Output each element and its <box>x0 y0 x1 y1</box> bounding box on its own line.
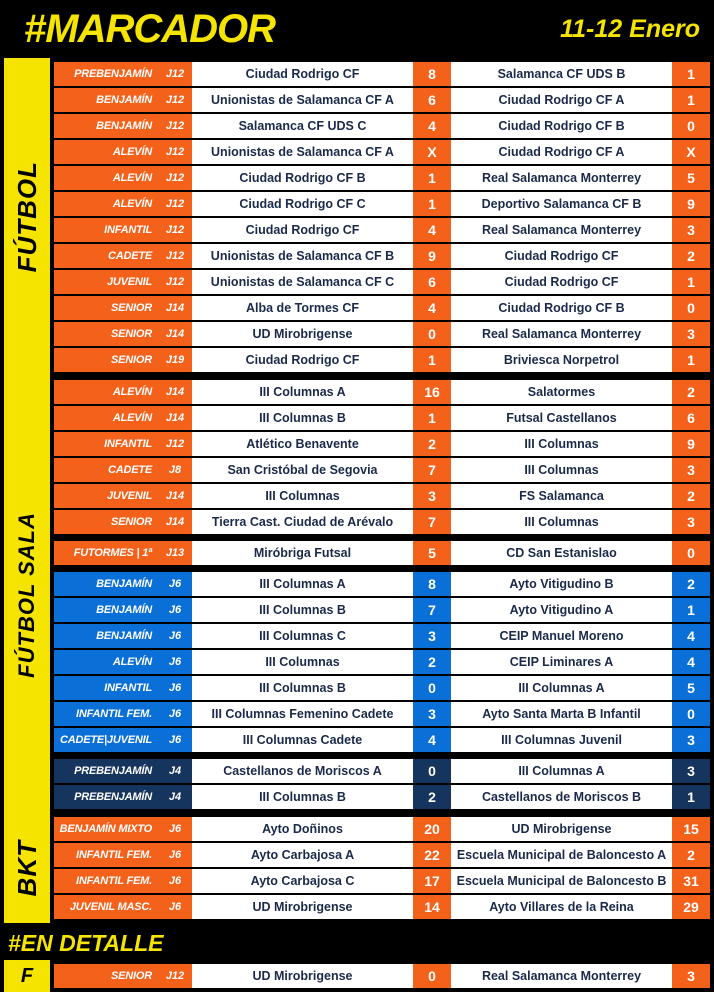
away-score: 31 <box>672 869 710 893</box>
match-round: J6 <box>158 843 192 867</box>
match-category: ALEVÍN <box>54 166 158 190</box>
home-team: III Columnas <box>192 484 413 508</box>
away-team: CD San Estanislao <box>451 541 672 565</box>
sport-label <box>4 813 50 923</box>
home-team: III Columnas B <box>192 785 413 809</box>
sport-label-text: FÚTBOL SALA <box>14 511 39 678</box>
match-round: J14 <box>158 484 192 508</box>
home-score: 0 <box>413 964 451 988</box>
home-team: Ciudad Rodrigo CF <box>192 218 413 242</box>
away-team: FS Salamanca <box>451 484 672 508</box>
match-row <box>54 650 710 674</box>
away-score: 3 <box>672 728 710 752</box>
match-row <box>54 114 710 138</box>
away-team: III Columnas <box>451 458 672 482</box>
match-row <box>54 759 710 783</box>
away-score: 9 <box>672 432 710 456</box>
home-score: 4 <box>413 218 451 242</box>
match-rows <box>50 813 714 923</box>
home-team: UD Mirobrigense <box>192 322 413 346</box>
match-row <box>54 895 710 919</box>
away-team: III Columnas A <box>451 676 672 700</box>
match-group <box>54 817 710 919</box>
match-row <box>54 728 710 752</box>
sport-label-text: BKT <box>11 839 42 897</box>
away-team: Ayto Santa Marta B Infantil <box>451 702 672 726</box>
home-score: 7 <box>413 598 451 622</box>
away-team: CEIP Manuel Moreno <box>451 624 672 648</box>
match-row <box>54 218 710 242</box>
match-row <box>54 380 710 404</box>
match-category: SENIOR <box>54 322 158 346</box>
match-rows <box>50 376 714 813</box>
match-round: J12 <box>158 218 192 242</box>
home-team: Ciudad Rodrigo CF <box>192 348 413 372</box>
away-score: 29 <box>672 895 710 919</box>
match-round: J6 <box>158 702 192 726</box>
match-round: J12 <box>158 140 192 164</box>
away-score: 1 <box>672 88 710 112</box>
home-score: X <box>413 140 451 164</box>
home-score: 14 <box>413 895 451 919</box>
sport-label <box>4 376 50 813</box>
match-group <box>54 759 710 809</box>
match-category: ALEVÍN <box>54 140 158 164</box>
match-category: BENJAMÍN <box>54 572 158 596</box>
home-team: Ciudad Rodrigo CF B <box>192 166 413 190</box>
detail-sport-label: F <box>4 960 50 992</box>
away-score: 5 <box>672 676 710 700</box>
detail-section <box>0 960 714 992</box>
home-score: 17 <box>413 869 451 893</box>
match-category: ALEVÍN <box>54 380 158 404</box>
sport-section <box>0 813 714 923</box>
match-category: FUTORMES | 1ª <box>54 541 158 565</box>
home-team: III Columnas B <box>192 676 413 700</box>
match-category: SENIOR <box>54 296 158 320</box>
away-score: 1 <box>672 598 710 622</box>
match-row <box>54 244 710 268</box>
match-category: ALEVÍN <box>54 192 158 216</box>
detail-rows <box>50 960 714 992</box>
away-score: 0 <box>672 541 710 565</box>
away-team: Futsal Castellanos <box>451 406 672 430</box>
away-score: 0 <box>672 702 710 726</box>
home-score: 6 <box>413 88 451 112</box>
match-group <box>54 572 710 752</box>
home-score: 1 <box>413 166 451 190</box>
match-category: SENIOR <box>54 348 158 372</box>
match-category: BENJAMÍN <box>54 88 158 112</box>
home-score: 2 <box>413 785 451 809</box>
match-category: INFANTIL <box>54 676 158 700</box>
away-team: Castellanos de Moriscos B <box>451 785 672 809</box>
home-team: Atlético Benavente <box>192 432 413 456</box>
home-team: III Columnas C <box>192 624 413 648</box>
match-row <box>54 322 710 346</box>
away-team: Ciudad Rodrigo CF A <box>451 88 672 112</box>
away-score: 5 <box>672 166 710 190</box>
home-team: Salamanca CF UDS C <box>192 114 413 138</box>
home-team: III Columnas B <box>192 598 413 622</box>
match-round: J12 <box>158 192 192 216</box>
match-group <box>54 380 710 534</box>
header-date: 11-12 Enero <box>560 14 700 43</box>
away-score: 1 <box>672 270 710 294</box>
away-team: Ciudad Rodrigo CF <box>451 270 672 294</box>
match-row <box>54 843 710 867</box>
match-row <box>54 270 710 294</box>
match-round: J8 <box>158 458 192 482</box>
away-score: 3 <box>672 964 710 988</box>
home-score: 22 <box>413 843 451 867</box>
match-row <box>54 62 710 86</box>
match-row <box>54 676 710 700</box>
home-score: 4 <box>413 728 451 752</box>
home-score: 7 <box>413 458 451 482</box>
match-group <box>54 62 710 372</box>
home-score: 6 <box>413 270 451 294</box>
home-team: Ciudad Rodrigo CF <box>192 62 413 86</box>
match-round: J12 <box>158 432 192 456</box>
home-score: 0 <box>413 676 451 700</box>
away-score: 3 <box>672 759 710 783</box>
match-round: J12 <box>158 270 192 294</box>
match-category: ALEVÍN <box>54 406 158 430</box>
match-row <box>54 406 710 430</box>
home-score: 3 <box>413 624 451 648</box>
home-team: Unionistas de Salamanca CF C <box>192 270 413 294</box>
match-category: INFANTIL <box>54 432 158 456</box>
home-score: 1 <box>413 406 451 430</box>
match-round: J6 <box>158 598 192 622</box>
match-round: J4 <box>158 785 192 809</box>
match-category: SENIOR <box>54 510 158 534</box>
match-row <box>54 702 710 726</box>
away-team: Ciudad Rodrigo CF A <box>451 140 672 164</box>
match-round: J6 <box>158 895 192 919</box>
home-team: UD Mirobrigense <box>192 895 413 919</box>
home-score: 1 <box>413 348 451 372</box>
away-team: III Columnas A <box>451 759 672 783</box>
home-score: 16 <box>413 380 451 404</box>
away-score: 2 <box>672 244 710 268</box>
home-score: 7 <box>413 510 451 534</box>
match-category: PREBENJAMÍN <box>54 785 158 809</box>
page-title: #MARCADOR <box>24 7 275 51</box>
match-round: J12 <box>158 964 192 988</box>
match-category: INFANTIL FEM. <box>54 869 158 893</box>
home-score: 5 <box>413 541 451 565</box>
match-category: PREBENJAMÍN <box>54 759 158 783</box>
match-category: BENJAMÍN <box>54 114 158 138</box>
match-row <box>54 869 710 893</box>
away-team: Salatormes <box>451 380 672 404</box>
match-round: J12 <box>158 114 192 138</box>
sport-label <box>4 58 50 376</box>
match-category: JUVENIL <box>54 270 158 294</box>
home-team: Ayto Carbajosa A <box>192 843 413 867</box>
away-team: III Columnas Juvenil <box>451 728 672 752</box>
away-team: Ciudad Rodrigo CF <box>451 244 672 268</box>
match-category: JUVENIL <box>54 484 158 508</box>
away-score: 2 <box>672 484 710 508</box>
away-team: CEIP Liminares A <box>451 650 672 674</box>
match-category: CADETE <box>54 244 158 268</box>
away-score: 4 <box>672 650 710 674</box>
match-category: INFANTIL <box>54 218 158 242</box>
away-team: Ayto Villares de la Reina <box>451 895 672 919</box>
away-team: Ciudad Rodrigo CF B <box>451 296 672 320</box>
away-team: III Columnas <box>451 510 672 534</box>
home-team: III Columnas Cadete <box>192 728 413 752</box>
match-row <box>54 964 710 988</box>
sections-container <box>0 58 714 923</box>
away-team: Real Salamanca Monterrey <box>451 218 672 242</box>
away-score: 0 <box>672 114 710 138</box>
match-category: JUVENIL MASC. <box>54 895 158 919</box>
match-round: J14 <box>158 296 192 320</box>
home-score: 3 <box>413 484 451 508</box>
home-team: Miróbriga Futsal <box>192 541 413 565</box>
page-header <box>0 0 714 58</box>
away-score: 6 <box>672 406 710 430</box>
home-score: 0 <box>413 759 451 783</box>
match-round: J19 <box>158 348 192 372</box>
home-team: Ciudad Rodrigo CF C <box>192 192 413 216</box>
away-team: III Columnas <box>451 432 672 456</box>
match-category: SENIOR <box>54 964 158 988</box>
home-score: 9 <box>413 244 451 268</box>
away-score: 3 <box>672 458 710 482</box>
away-score: 1 <box>672 62 710 86</box>
away-score: 15 <box>672 817 710 841</box>
away-score: 1 <box>672 348 710 372</box>
away-team: Real Salamanca Monterrey <box>451 964 672 988</box>
home-team: III Columnas A <box>192 380 413 404</box>
match-round: J14 <box>158 406 192 430</box>
match-category: BENJAMÍN <box>54 598 158 622</box>
away-team: Ciudad Rodrigo CF B <box>451 114 672 138</box>
match-round: J14 <box>158 322 192 346</box>
home-score: 4 <box>413 114 451 138</box>
match-round: J6 <box>158 728 192 752</box>
away-score: X <box>672 140 710 164</box>
away-score: 4 <box>672 624 710 648</box>
home-score: 1 <box>413 192 451 216</box>
match-category: CADETE <box>54 458 158 482</box>
match-row <box>54 140 710 164</box>
match-category: ALEVÍN <box>54 650 158 674</box>
sport-label-text: FÚTBOL <box>11 161 42 273</box>
home-team: III Columnas B <box>192 406 413 430</box>
match-round: J12 <box>158 244 192 268</box>
away-team: Real Salamanca Monterrey <box>451 166 672 190</box>
away-team: Briviesca Norpetrol <box>451 348 672 372</box>
home-score: 4 <box>413 296 451 320</box>
match-row <box>54 166 710 190</box>
away-team: UD Mirobrigense <box>451 817 672 841</box>
home-score: 8 <box>413 572 451 596</box>
home-score: 8 <box>413 62 451 86</box>
match-row <box>54 296 710 320</box>
away-team: Deportivo Salamanca CF B <box>451 192 672 216</box>
home-score: 2 <box>413 432 451 456</box>
away-team: Escuela Municipal de Baloncesto A <box>451 843 672 867</box>
away-score: 2 <box>672 380 710 404</box>
match-round: J14 <box>158 510 192 534</box>
match-round: J12 <box>158 62 192 86</box>
match-round: J6 <box>158 676 192 700</box>
home-score: 3 <box>413 702 451 726</box>
match-group <box>54 541 710 565</box>
match-row <box>54 484 710 508</box>
match-round: J6 <box>158 572 192 596</box>
match-row <box>54 572 710 596</box>
match-round: J12 <box>158 88 192 112</box>
home-team: Unionistas de Salamanca CF A <box>192 140 413 164</box>
match-round: J4 <box>158 759 192 783</box>
match-row <box>54 348 710 372</box>
match-row <box>54 458 710 482</box>
home-team: III Columnas A <box>192 572 413 596</box>
sport-section <box>0 376 714 813</box>
away-score: 1 <box>672 785 710 809</box>
home-team: Tierra Cast. Ciudad de Arévalo <box>192 510 413 534</box>
match-row <box>54 541 710 565</box>
home-team: UD Mirobrigense <box>192 964 413 988</box>
match-category: BENJAMÍN MIXTO <box>54 817 158 841</box>
match-category: CADETE|JUVENIL <box>54 728 158 752</box>
home-score: 20 <box>413 817 451 841</box>
home-team: San Cristóbal de Segovia <box>192 458 413 482</box>
match-round: J6 <box>158 624 192 648</box>
match-round: J13 <box>158 541 192 565</box>
match-category: PREBENJAMÍN <box>54 62 158 86</box>
match-round: J12 <box>158 166 192 190</box>
away-score: 9 <box>672 192 710 216</box>
match-round: J6 <box>158 817 192 841</box>
match-round: J14 <box>158 380 192 404</box>
match-category: INFANTIL FEM. <box>54 702 158 726</box>
detail-title: #EN DETALLE <box>0 927 714 960</box>
home-team: Castellanos de Moriscos A <box>192 759 413 783</box>
match-row <box>54 432 710 456</box>
away-team: Ayto Vitigudino B <box>451 572 672 596</box>
sport-section <box>0 58 714 376</box>
away-score: 3 <box>672 218 710 242</box>
match-category: BENJAMÍN <box>54 624 158 648</box>
match-round: J6 <box>158 869 192 893</box>
match-round: J6 <box>158 650 192 674</box>
away-team: Real Salamanca Monterrey <box>451 322 672 346</box>
match-row <box>54 598 710 622</box>
home-team: III Columnas <box>192 650 413 674</box>
match-category: INFANTIL FEM. <box>54 843 158 867</box>
home-team: Ayto Carbajosa C <box>192 869 413 893</box>
match-row <box>54 192 710 216</box>
match-row <box>54 510 710 534</box>
away-team: Salamanca CF UDS B <box>451 62 672 86</box>
match-row <box>54 817 710 841</box>
match-row <box>54 88 710 112</box>
away-score: 2 <box>672 572 710 596</box>
match-row <box>54 624 710 648</box>
away-team: Ayto Vitigudino A <box>451 598 672 622</box>
home-team: Unionistas de Salamanca CF B <box>192 244 413 268</box>
away-score: 3 <box>672 322 710 346</box>
match-rows <box>50 58 714 376</box>
home-score: 0 <box>413 322 451 346</box>
home-team: Ayto Doñinos <box>192 817 413 841</box>
away-team: Escuela Municipal de Baloncesto B <box>451 869 672 893</box>
away-score: 2 <box>672 843 710 867</box>
match-row <box>54 785 710 809</box>
home-team: Alba de Tormes CF <box>192 296 413 320</box>
away-score: 0 <box>672 296 710 320</box>
home-team: Unionistas de Salamanca CF A <box>192 88 413 112</box>
away-score: 3 <box>672 510 710 534</box>
home-team: III Columnas Femenino Cadete <box>192 702 413 726</box>
home-score: 2 <box>413 650 451 674</box>
